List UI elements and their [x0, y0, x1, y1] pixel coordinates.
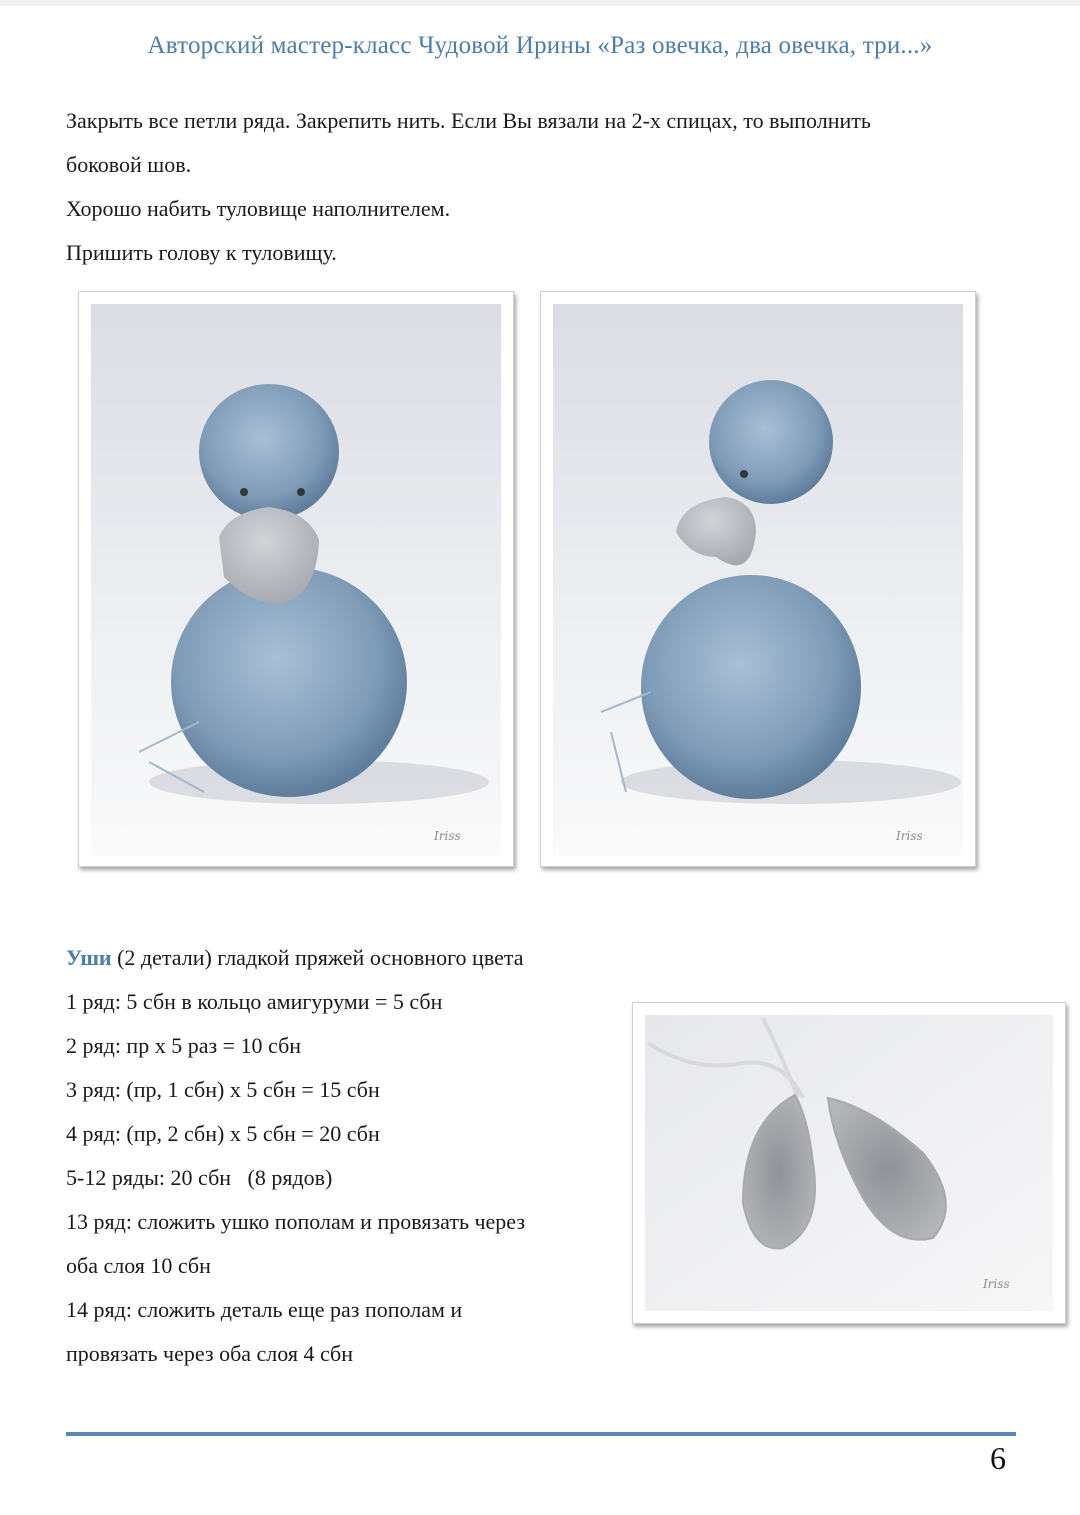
photo-sheep-front-image [79, 292, 513, 866]
watermark: Iriss [983, 1277, 1010, 1291]
page-header: Авторский мастер-класс Чудовой Ирины «Раз овечка, два овечка, три...» [147, 32, 933, 59]
ears-row: 4 ряд: (пр, 2 сбн) х 5 сбн = 20 сбн [66, 1121, 380, 1146]
intro-line-2: боковой шов. [66, 152, 192, 177]
ears-row: 13 ряд: сложить ушко пополам и провязать через [66, 1209, 526, 1234]
photo-ears-image [633, 1003, 1065, 1323]
watermark: Iriss [896, 829, 923, 843]
ears-row: 2 ряд: пр х 5 раз = 10 сбн [66, 1033, 302, 1058]
photo-ears [632, 1002, 1066, 1324]
ears-instructions [66, 936, 525, 1376]
intro-line-3: Хорошо набить туловище наполнителем. [66, 196, 451, 221]
top-strip [0, 0, 1080, 6]
page-number: 6 [990, 1440, 1006, 1476]
photo-sheep-front [78, 291, 514, 867]
ears-title-rest: (2 детали) гладкой пряжей основного цвета [111, 945, 524, 970]
ears-row: 14 ряд: сложить деталь еще раз пополам и [66, 1297, 463, 1322]
ears-row: 3 ряд: (пр, 1 сбн) х 5 сбн = 15 сбн [66, 1077, 380, 1102]
watermark: Iriss [434, 829, 461, 843]
intro-line-4: Пришить голову к туловищу. [66, 240, 337, 265]
ears-row: 5-12 ряды: 20 сбн (8 рядов) [66, 1165, 333, 1190]
photo-sheep-side-image [541, 292, 975, 866]
ears-title: Уши [66, 945, 112, 970]
ears-row: провязать через оба слоя 4 сбн [66, 1341, 353, 1366]
ears-row: 1 ряд: 5 сбн в кольцо амигуруми = 5 сбн [66, 989, 443, 1014]
photo-sheep-side [540, 291, 976, 867]
intro-line-1: Закрыть все петли ряда. Закрепить нить. Если Вы вязали на 2-х спицах, то выполнить [66, 108, 871, 133]
footer-divider [66, 1432, 1016, 1436]
ears-row: оба слоя 10 сбн [66, 1253, 211, 1278]
ears-heading [66, 936, 525, 980]
